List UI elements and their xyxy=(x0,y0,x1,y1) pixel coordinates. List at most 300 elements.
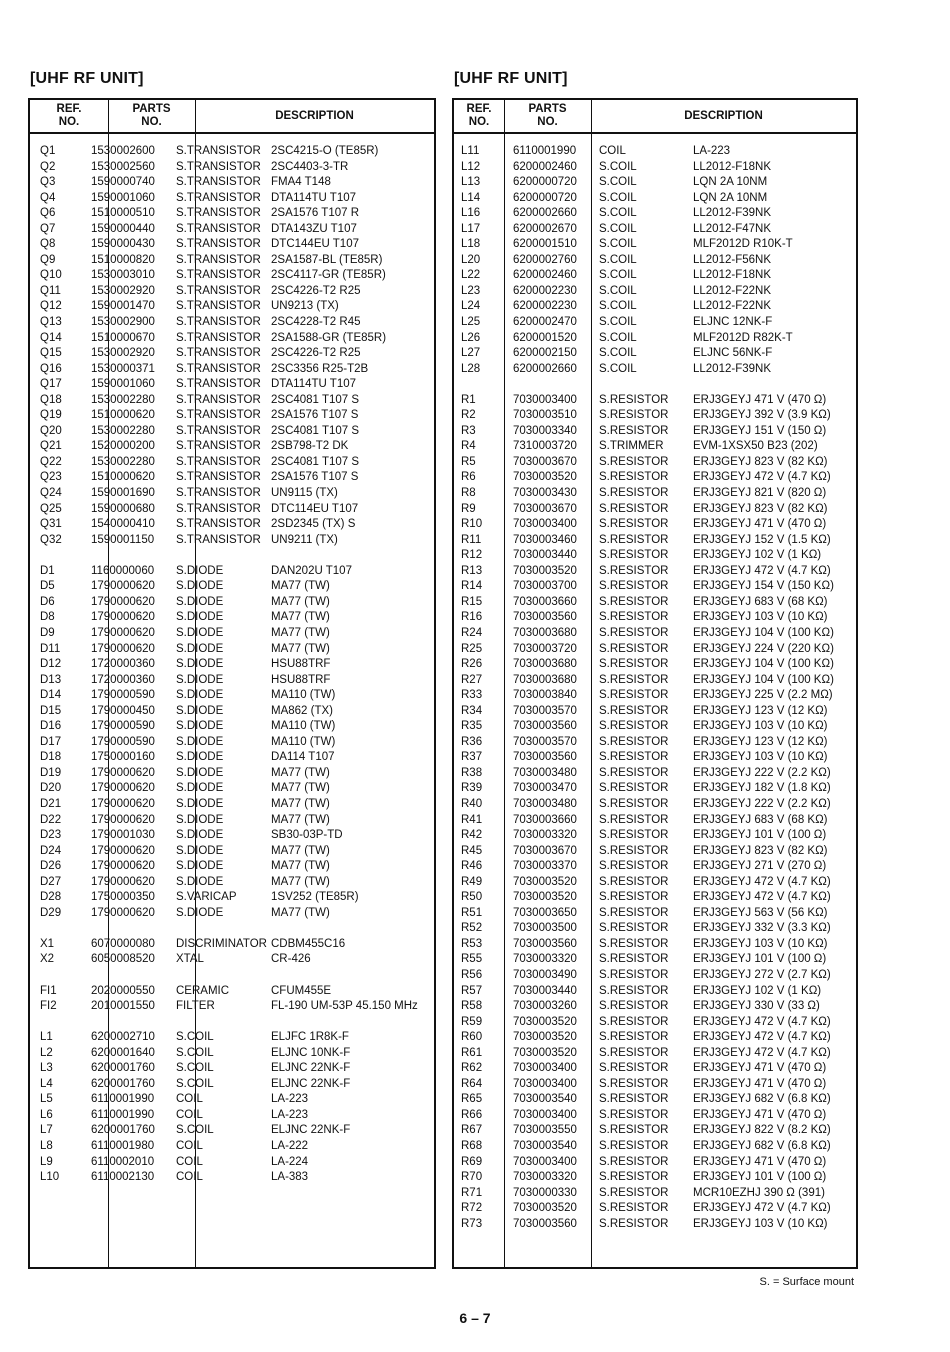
table-row xyxy=(454,191,856,207)
ref-no-cell: R6 xyxy=(461,471,476,484)
part-description-cell: DTC114EU T107 xyxy=(271,502,359,515)
parts-no-cell: 7030003520 xyxy=(513,1202,577,1215)
part-type-cell: S.DIODE xyxy=(176,751,224,764)
part-description-cell: ERJ3GEYJ 104 V (100 KΩ) xyxy=(693,626,834,639)
ref-no-cell: Q17 xyxy=(40,378,62,391)
ref-no-cell: R58 xyxy=(461,1000,483,1013)
parts-no-cell: 1750000350 xyxy=(91,891,155,904)
ref-no-cell: D17 xyxy=(40,735,62,748)
parts-no-cell: 7030003560 xyxy=(513,751,577,764)
parts-table-right xyxy=(452,98,858,1269)
table-row xyxy=(454,859,856,875)
table-row xyxy=(30,1030,434,1046)
ref-no-cell: R72 xyxy=(461,1202,483,1215)
part-type-cell: S.RESISTOR xyxy=(599,720,669,733)
parts-no-cell: 7030003340 xyxy=(513,424,577,437)
part-description-cell: ELJNC 10NK-F xyxy=(271,1046,351,1059)
table-row xyxy=(30,1077,434,1093)
part-description-cell: 2SB798-T2 DK xyxy=(271,440,349,453)
parts-no-cell: 6200002710 xyxy=(91,1031,155,1044)
part-type-cell: S.RESISTOR xyxy=(599,487,669,500)
part-description-cell: ERJ3GEYJ 103 V (10 KΩ) xyxy=(693,937,828,950)
part-description-cell: ERJ3GEYJ 224 V (220 KΩ) xyxy=(693,642,834,655)
parts-no-cell: 1790000620 xyxy=(91,875,155,888)
parts-no-cell: 1790000590 xyxy=(91,735,155,748)
part-type-cell: S.COIL xyxy=(599,222,637,235)
ref-no-cell: R3 xyxy=(461,424,476,437)
part-description-cell: 1SV252 (TE85R) xyxy=(271,891,359,904)
ref-no-cell: D27 xyxy=(40,875,62,888)
ref-no-cell: D20 xyxy=(40,782,62,795)
ref-no-cell: Q16 xyxy=(40,362,62,375)
table-row xyxy=(30,813,434,829)
part-description-cell: ERJ3GEYJ 104 V (100 KΩ) xyxy=(693,658,834,671)
table-row xyxy=(454,984,856,1000)
ref-no-cell: L23 xyxy=(461,284,481,297)
parts-no-cell: 7030003400 xyxy=(513,393,577,406)
table-row xyxy=(30,206,434,222)
table-row xyxy=(30,439,434,455)
part-type-cell: S.DIODE xyxy=(176,611,224,624)
ref-no-cell: R42 xyxy=(461,829,483,842)
table-row xyxy=(30,1108,434,1124)
part-type-cell: S.TRANSISTOR xyxy=(176,284,261,297)
table-row xyxy=(454,362,856,378)
table-row xyxy=(454,1186,856,1202)
parts-no-cell: 1510000620 xyxy=(91,471,155,484)
part-type-cell: S.TRANSISTOR xyxy=(176,455,261,468)
table-row xyxy=(30,331,434,347)
table-row xyxy=(454,331,856,347)
ref-no-cell: D13 xyxy=(40,673,62,686)
part-description-cell: MA77 (TW) xyxy=(271,642,330,655)
table-row xyxy=(30,1061,434,1077)
part-description-cell: DTA114TU T107 xyxy=(271,191,357,204)
ref-no-cell: R36 xyxy=(461,735,483,748)
part-type-cell: S.COIL xyxy=(599,160,637,173)
parts-no-cell: 7030003320 xyxy=(513,829,577,842)
table-row xyxy=(30,906,434,922)
part-type-cell: DISCRIMINATOR xyxy=(176,937,267,950)
part-type-cell: S.RESISTOR xyxy=(599,704,669,717)
part-type-cell: S.COIL xyxy=(599,300,637,313)
part-description-cell: 2SC4226-T2 R25 xyxy=(271,347,361,360)
part-description-cell: LQN 2A 10NM xyxy=(693,191,768,204)
header-description: DESCRIPTION xyxy=(275,109,354,122)
ref-no-cell: R50 xyxy=(461,891,483,904)
part-type-cell: S.RESISTOR xyxy=(599,875,669,888)
part-type-cell: S.RESISTOR xyxy=(599,455,669,468)
table-row xyxy=(30,781,434,797)
parts-no-cell: 1530002560 xyxy=(91,160,155,173)
header-parts-no: PARTS NO. xyxy=(132,103,171,128)
part-description-cell: ERJ3GEYJ 123 V (12 KΩ) xyxy=(693,704,828,717)
parts-no-cell: 1590001060 xyxy=(91,378,155,391)
part-description-cell: ERJ3GEYJ 101 V (100 Ω) xyxy=(693,1171,827,1184)
part-type-cell: S.RESISTOR xyxy=(599,518,669,531)
part-type-cell: S.RESISTOR xyxy=(599,626,669,639)
part-description-cell: ERJ3GEYJ 472 V (4.7 KΩ) xyxy=(693,1015,831,1028)
part-description-cell: LL2012-F47NK xyxy=(693,222,771,235)
part-description-cell: LA-224 xyxy=(271,1155,309,1168)
part-description-cell: 2SC4081 T107 S xyxy=(271,455,360,468)
part-description-cell: ERJ3GEYJ 103 V (10 KΩ) xyxy=(693,1217,828,1230)
part-type-cell: S.DIODE xyxy=(176,797,224,810)
part-type-cell: S.DIODE xyxy=(176,735,224,748)
part-type-cell: S.COIL xyxy=(176,1031,214,1044)
part-description-cell: ERJ3GEYJ 683 V (68 KΩ) xyxy=(693,595,828,608)
ref-no-cell: R26 xyxy=(461,658,483,671)
parts-no-cell: 6200000720 xyxy=(513,176,577,189)
part-type-cell: S.RESISTOR xyxy=(599,393,669,406)
parts-no-cell: 1790001030 xyxy=(91,829,155,842)
part-type-cell: S.TRANSISTOR xyxy=(176,222,261,235)
header-divider xyxy=(454,132,856,134)
parts-no-cell: 6200002670 xyxy=(513,222,577,235)
ref-no-cell: R65 xyxy=(461,1093,483,1106)
part-type-cell: S.TRANSISTOR xyxy=(176,160,261,173)
part-description-cell: 2SC4215-O (TE85R) xyxy=(271,145,379,157)
ref-no-cell: R56 xyxy=(461,968,483,981)
parts-no-cell: 7030003680 xyxy=(513,626,577,639)
part-type-cell: COIL xyxy=(176,1108,203,1121)
parts-no-cell: 2010001550 xyxy=(91,1000,155,1013)
part-type-cell: S.RESISTOR xyxy=(599,860,669,873)
table-row xyxy=(30,688,434,704)
table-row xyxy=(454,828,856,844)
parts-no-cell: 1590001690 xyxy=(91,487,155,500)
parts-no-cell: 7030003560 xyxy=(513,937,577,950)
ref-no-cell: L11 xyxy=(461,145,480,157)
part-description-cell: 2SC3356 R25-T2B xyxy=(271,362,369,375)
part-type-cell: S.TRANSISTOR xyxy=(176,424,261,437)
part-description-cell: MA77 (TW) xyxy=(271,797,330,810)
part-description-cell: ERJ3GEYJ 154 V (150 KΩ) xyxy=(693,580,834,593)
parts-no-cell: 7030003520 xyxy=(513,1015,577,1028)
ref-no-cell: R11 xyxy=(461,533,482,546)
table-row xyxy=(30,191,434,207)
ref-no-cell: R52 xyxy=(461,922,483,935)
part-type-cell: S.TRANSISTOR xyxy=(176,378,261,391)
ref-no-cell: R45 xyxy=(461,844,483,857)
parts-no-cell: 6200002760 xyxy=(513,253,577,266)
table-row xyxy=(454,1123,856,1139)
table-row xyxy=(454,937,856,953)
parts-no-cell: 7030003540 xyxy=(513,1140,577,1152)
table-row xyxy=(30,160,434,176)
ref-no-cell: D8 xyxy=(40,611,55,624)
part-description-cell: ERJ3GEYJ 472 V (4.7 KΩ) xyxy=(693,891,831,904)
table-row xyxy=(454,1030,856,1046)
part-description-cell: 2SC4226-T2 R25 xyxy=(271,284,361,297)
parts-no-cell: 7030003480 xyxy=(513,766,577,779)
ref-no-cell: Q6 xyxy=(40,207,56,220)
ref-no-cell: L12 xyxy=(461,160,481,173)
parts-no-cell: 1590001150 xyxy=(91,533,155,546)
parts-no-cell: 1530002280 xyxy=(91,424,155,437)
table-row xyxy=(454,253,856,269)
ref-no-cell: R73 xyxy=(461,1217,483,1230)
table-row xyxy=(30,595,434,611)
table-row xyxy=(454,237,856,253)
ref-no-cell: D1 xyxy=(40,564,55,577)
part-type-cell: S.TRANSISTOR xyxy=(176,502,261,515)
parts-no-cell: 1790000620 xyxy=(91,782,155,795)
table-row xyxy=(30,502,434,518)
ref-no-cell: L2 xyxy=(40,1046,53,1059)
part-description-cell: LA-383 xyxy=(271,1171,309,1184)
parts-no-cell: 6200002230 xyxy=(513,284,577,297)
table-row xyxy=(30,1092,434,1108)
table-row xyxy=(454,393,856,409)
part-type-cell: S.DIODE xyxy=(176,829,224,842)
table-row xyxy=(30,797,434,813)
parts-no-cell: 1530002280 xyxy=(91,393,155,406)
part-description-cell: ERJ3GEYJ 471 V (470 Ω) xyxy=(693,1108,827,1121)
table-row xyxy=(454,455,856,471)
part-type-cell: S.TRANSISTOR xyxy=(176,191,261,204)
part-type-cell: S.COIL xyxy=(599,347,637,360)
parts-no-cell: 7030003650 xyxy=(513,906,577,919)
part-type-cell: S.RESISTOR xyxy=(599,1202,669,1215)
part-description-cell: FMA4 T148 xyxy=(271,176,331,189)
ref-no-cell: Q12 xyxy=(40,300,62,313)
table-row xyxy=(454,486,856,502)
part-description-cell: ELJNC 22NK-F xyxy=(271,1077,351,1090)
parts-no-cell: 6200001510 xyxy=(513,238,577,251)
ref-no-cell: R55 xyxy=(461,953,483,966)
ref-no-cell: X1 xyxy=(40,937,55,950)
header-description: DESCRIPTION xyxy=(684,109,763,122)
part-description-cell: 2SA1576 T107 S xyxy=(271,471,359,484)
part-description-cell: MLF2012D R82K-T xyxy=(693,331,793,344)
parts-no-cell: 1590000440 xyxy=(91,222,155,235)
part-description-cell: MA77 (TW) xyxy=(271,813,330,826)
parts-no-cell: 7030003490 xyxy=(513,968,577,981)
part-description-cell: ERJ3GEYJ 471 V (470 Ω) xyxy=(693,1077,827,1090)
part-description-cell: 2SA1576 T107 R xyxy=(271,207,360,220)
parts-no-cell: 6200002460 xyxy=(513,269,577,282)
table-row xyxy=(30,859,434,875)
part-type-cell: S.RESISTOR xyxy=(599,1093,669,1106)
ref-no-cell: R14 xyxy=(461,580,483,593)
parts-no-cell: 7030003260 xyxy=(513,1000,577,1013)
ref-no-cell: L22 xyxy=(461,269,481,282)
ref-no-cell: R53 xyxy=(461,937,483,950)
part-description-cell: DAN202U T107 xyxy=(271,564,352,577)
part-description-cell: ERJ3GEYJ 682 V (6.8 KΩ) xyxy=(693,1140,831,1152)
table-row xyxy=(454,1170,856,1186)
table-row xyxy=(454,610,856,626)
table-row xyxy=(454,797,856,813)
table-row xyxy=(30,408,434,424)
parts-no-cell: 1530002920 xyxy=(91,347,155,360)
table-row xyxy=(454,719,856,735)
part-type-cell: S.DIODE xyxy=(176,766,224,779)
part-type-cell: S.RESISTOR xyxy=(599,906,669,919)
part-description-cell: HSU88TRF xyxy=(271,673,331,686)
table-body xyxy=(454,144,856,1232)
ref-no-cell: R46 xyxy=(461,860,483,873)
parts-no-cell: 1510000510 xyxy=(91,207,155,220)
part-description-cell: CR-426 xyxy=(271,953,311,966)
table-row xyxy=(454,175,856,191)
ref-no-cell: L9 xyxy=(40,1155,53,1168)
ref-no-cell: Q9 xyxy=(40,253,56,266)
part-type-cell: S.TRANSISTOR xyxy=(176,518,261,531)
table-row xyxy=(454,284,856,300)
part-description-cell: MA77 (TW) xyxy=(271,844,330,857)
part-type-cell: S.DIODE xyxy=(176,813,224,826)
part-description-cell: MA77 (TW) xyxy=(271,875,330,888)
parts-no-cell: 7030003670 xyxy=(513,844,577,857)
ref-no-cell: D24 xyxy=(40,844,62,857)
ref-no-cell: L10 xyxy=(40,1171,60,1184)
part-type-cell: S.TRANSISTOR xyxy=(176,253,261,266)
parts-no-cell: 7030003720 xyxy=(513,642,577,655)
table-row xyxy=(454,1061,856,1077)
ref-no-cell: L26 xyxy=(461,331,481,344)
part-type-cell: S.VARICAP xyxy=(176,891,237,904)
parts-no-cell: 1790000620 xyxy=(91,611,155,624)
group-spacer xyxy=(30,548,434,564)
part-type-cell: S.COIL xyxy=(599,362,637,375)
part-type-cell: S.TRANSISTOR xyxy=(176,331,261,344)
table-row xyxy=(30,610,434,626)
part-description-cell: SB30-03P-TD xyxy=(271,829,343,842)
ref-no-cell: L16 xyxy=(461,207,481,220)
part-type-cell: S.DIODE xyxy=(176,906,224,919)
ref-no-cell: Q8 xyxy=(40,238,56,251)
ref-no-cell: R25 xyxy=(461,642,483,655)
parts-no-cell: 7030003400 xyxy=(513,518,577,531)
part-type-cell: S.DIODE xyxy=(176,860,224,873)
table-row xyxy=(454,517,856,533)
parts-table-left xyxy=(28,98,436,1269)
part-type-cell: S.RESISTOR xyxy=(599,1000,669,1013)
part-description-cell: LA-223 xyxy=(693,145,731,157)
part-description-cell: MA77 (TW) xyxy=(271,906,330,919)
part-type-cell: CERAMIC xyxy=(176,984,230,997)
parts-no-cell: 1530000371 xyxy=(91,362,155,375)
table-row xyxy=(30,253,434,269)
table-row xyxy=(454,1155,856,1171)
table-row xyxy=(30,175,434,191)
parts-no-cell: 7030003320 xyxy=(513,1171,577,1184)
group-spacer xyxy=(30,921,434,937)
ref-no-cell: D15 xyxy=(40,704,62,717)
part-type-cell: S.RESISTOR xyxy=(599,689,669,702)
table-row xyxy=(454,906,856,922)
parts-no-cell: 7030003670 xyxy=(513,502,577,515)
table-row xyxy=(454,921,856,937)
table-row xyxy=(30,579,434,595)
parts-no-cell: 6200002230 xyxy=(513,300,577,313)
part-description-cell: 2SC4081 T107 S xyxy=(271,424,360,437)
part-type-cell: S.RESISTOR xyxy=(599,735,669,748)
table-row xyxy=(454,346,856,362)
ref-no-cell: Q32 xyxy=(40,533,62,546)
part-description-cell: ELJNC 12NK-F xyxy=(693,316,773,329)
ref-no-cell: Q1 xyxy=(40,145,56,157)
ref-no-cell: L13 xyxy=(461,176,481,189)
group-spacer xyxy=(30,1015,434,1031)
ref-no-cell: L24 xyxy=(461,300,481,313)
table-body xyxy=(30,144,434,1186)
part-type-cell: S.RESISTOR xyxy=(599,642,669,655)
parts-no-cell: 1790000590 xyxy=(91,689,155,702)
table-row xyxy=(454,968,856,984)
ref-no-cell: R61 xyxy=(461,1046,483,1059)
part-type-cell: S.TRANSISTOR xyxy=(176,145,261,157)
part-description-cell: MCR10EZHJ 390 Ω (391) xyxy=(693,1186,825,1199)
part-description-cell: ERJ3GEYJ 471 V (470 Ω) xyxy=(693,393,827,406)
parts-no-cell: 6110002010 xyxy=(91,1155,155,1168)
part-description-cell: ERJ3GEYJ 182 V (1.8 KΩ) xyxy=(693,782,831,795)
ref-no-cell: L25 xyxy=(461,316,481,329)
table-row xyxy=(30,424,434,440)
parts-no-cell: 6200001760 xyxy=(91,1124,155,1137)
part-description-cell: MA110 (TW) xyxy=(271,689,336,702)
part-type-cell: S.RESISTOR xyxy=(599,1186,669,1199)
part-type-cell: S.TRANSISTOR xyxy=(176,440,261,453)
part-type-cell: S.DIODE xyxy=(176,595,224,608)
table-row xyxy=(454,999,856,1015)
part-description-cell: LL2012-F39NK xyxy=(693,362,771,375)
table-row xyxy=(30,1139,434,1155)
part-description-cell: MA77 (TW) xyxy=(271,611,330,624)
table-row xyxy=(454,548,856,564)
table-row xyxy=(454,813,856,829)
part-type-cell: S.RESISTOR xyxy=(599,1217,669,1230)
table-row xyxy=(454,579,856,595)
part-description-cell: MA77 (TW) xyxy=(271,782,330,795)
ref-no-cell: R40 xyxy=(461,797,483,810)
part-description-cell: 2SC4228-T2 R45 xyxy=(271,316,361,329)
part-description-cell: ERJ3GEYJ 471 V (470 Ω) xyxy=(693,1155,827,1168)
table-row xyxy=(30,222,434,238)
table-row xyxy=(454,1201,856,1217)
parts-no-cell: 1590000430 xyxy=(91,238,155,251)
part-description-cell: UN9213 (TX) xyxy=(271,300,339,313)
parts-no-cell: 1790000450 xyxy=(91,704,155,717)
table-row xyxy=(454,533,856,549)
parts-no-cell: 7030003680 xyxy=(513,673,577,686)
parts-no-cell: 1160000060 xyxy=(91,564,155,577)
ref-no-cell: Q18 xyxy=(40,393,62,406)
table-row xyxy=(454,875,856,891)
parts-no-cell: 7030003440 xyxy=(513,549,577,562)
parts-no-cell: 1790000620 xyxy=(91,595,155,608)
table-row xyxy=(454,890,856,906)
ref-no-cell: L7 xyxy=(40,1124,53,1137)
ref-no-cell: D19 xyxy=(40,766,62,779)
table-row xyxy=(30,828,434,844)
table-row xyxy=(454,299,856,315)
part-description-cell: MA77 (TW) xyxy=(271,595,330,608)
part-type-cell: S.COIL xyxy=(599,207,637,220)
part-description-cell: LA-223 xyxy=(271,1108,309,1121)
part-description-cell: ELJFC 1R8K-F xyxy=(271,1031,349,1044)
part-type-cell: S.RESISTOR xyxy=(599,1108,669,1121)
ref-no-cell: L14 xyxy=(461,191,481,204)
part-description-cell: DTC144EU T107 xyxy=(271,238,359,251)
parts-no-cell: 1530002900 xyxy=(91,316,155,329)
part-description-cell: CDBM455C16 xyxy=(271,937,346,950)
table-row xyxy=(454,673,856,689)
parts-no-cell: 7030003560 xyxy=(513,720,577,733)
parts-no-cell: 6110001990 xyxy=(91,1108,155,1121)
